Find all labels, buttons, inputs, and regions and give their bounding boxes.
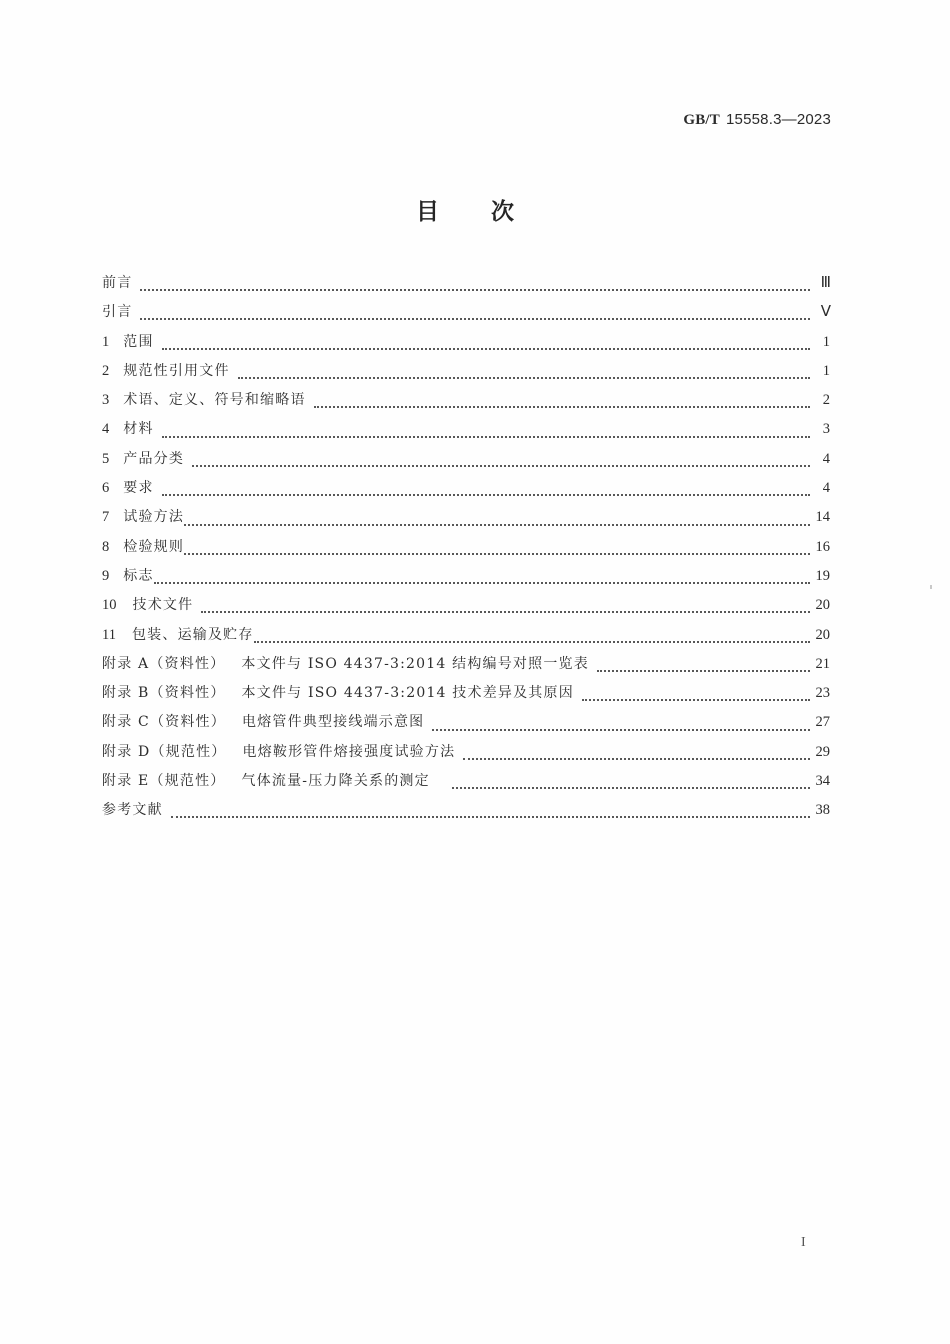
toc-label: 规范性引用文件: [123, 362, 230, 379]
toc-page-number: 1: [822, 333, 830, 350]
dot-leader: [597, 669, 810, 672]
toc-label: 包装、运输及贮存: [131, 626, 254, 643]
toc-page-number: 14: [815, 509, 830, 526]
dot-leader: [463, 757, 809, 760]
toc-section-number: 3: [102, 392, 110, 409]
dot-leader: [184, 552, 809, 555]
scan-edge-mark: [930, 585, 932, 589]
toc-entry-annex-b[interactable]: [102, 682, 830, 711]
toc-section-number: 11: [102, 626, 116, 643]
toc-section-number: 2: [102, 362, 110, 379]
toc-label: 材料: [123, 421, 154, 438]
dot-leader: [201, 610, 809, 613]
annex-prefix: 附录 C（资料性）: [102, 714, 226, 731]
dot-leader: [254, 640, 810, 643]
dot-leader: [184, 523, 809, 526]
toc-entry-10[interactable]: [102, 594, 830, 623]
toc-entry-11[interactable]: [102, 624, 830, 653]
toc-entry-7[interactable]: [102, 506, 830, 535]
toc-label: 标志: [123, 567, 154, 584]
annex-prefix: 附录 B（资料性）: [102, 685, 226, 702]
dot-leader: [238, 376, 810, 379]
standard-prefix: GB/T: [683, 112, 720, 128]
toc-label: 产品分类: [123, 450, 185, 467]
toc-label: 引言: [102, 304, 133, 321]
toc-label: 检验规则: [123, 538, 185, 555]
dot-leader: [582, 698, 810, 701]
title-char-2: 次: [491, 199, 514, 225]
dot-leader: [162, 493, 810, 496]
dot-leader: [314, 405, 810, 408]
toc-entry-4[interactable]: [102, 418, 830, 447]
toc-entry-annex-c[interactable]: [102, 711, 830, 740]
toc-label: 气体流量-压力降关系的测定: [241, 773, 430, 790]
toc-label: 前言: [102, 275, 133, 291]
toc-page-number: 3: [822, 421, 830, 438]
toc-entry-8[interactable]: [102, 536, 830, 565]
annex-prefix: 附录 E（规范性）: [102, 773, 226, 790]
footer-page-number: I: [801, 1235, 806, 1250]
toc-label: 电熔管件典型接线端示意图: [241, 714, 425, 731]
toc-page-number: 4: [822, 480, 830, 497]
toc-entry-foreword[interactable]: [102, 272, 830, 301]
toc-entry-3[interactable]: [102, 389, 830, 418]
dot-leader: [162, 435, 810, 438]
toc-label: 本文件与 ISO 4437-3:2014 技术差异及其原因: [241, 685, 574, 702]
toc-section-number: 6: [102, 480, 110, 497]
dot-leader: [192, 464, 810, 467]
toc-entry-annex-e[interactable]: [102, 770, 830, 799]
annex-prefix: 附录 D（规范性）: [102, 743, 227, 760]
dot-leader: [452, 786, 810, 789]
toc-section-number: 1: [102, 333, 110, 350]
toc-entry-introduction[interactable]: [102, 301, 830, 330]
toc-section-number: 9: [102, 567, 110, 584]
toc-page-number: 21: [815, 655, 830, 672]
toc-page-number: 20: [815, 626, 830, 643]
toc-entry-1[interactable]: [102, 331, 830, 360]
toc-entry-2[interactable]: [102, 360, 830, 389]
toc-section-number: 7: [102, 509, 110, 526]
toc-section-number: 10: [102, 597, 117, 614]
toc-page-number: 27: [815, 714, 830, 731]
toc-entry-annex-a[interactable]: [102, 653, 830, 682]
toc-page-number: 19: [815, 567, 830, 584]
annex-prefix: 附录 A（资料性）: [102, 655, 226, 672]
toc-page-number: 29: [815, 743, 830, 760]
standard-number: 15558.3—2023: [726, 111, 831, 128]
toc-entry-bibliography[interactable]: [102, 799, 830, 828]
toc-page-number: 1: [822, 362, 830, 379]
toc-label: 术语、定义、符号和缩略语: [123, 392, 306, 409]
page-title: [0, 193, 930, 226]
dot-leader: [154, 581, 810, 584]
toc-label: 本文件与 ISO 4437-3:2014 结构编号对照一览表: [241, 655, 589, 672]
toc-page-number: 23: [815, 685, 830, 702]
title-char-1: 目: [416, 199, 439, 225]
toc-entry-annex-d[interactable]: [102, 741, 830, 770]
toc-page-number: 38: [815, 802, 830, 819]
dot-leader: [140, 288, 810, 291]
toc-label: 电熔鞍形管件熔接强度试验方法: [242, 743, 456, 760]
standard-code-header: [683, 111, 831, 129]
toc-page-number: 16: [815, 538, 830, 555]
toc-section-number: 4: [102, 421, 110, 438]
dot-leader: [432, 728, 809, 731]
toc-entry-5[interactable]: [102, 448, 830, 477]
toc-label: 试验方法: [123, 509, 185, 526]
toc-page-number: 34: [815, 773, 830, 790]
dot-leader: [140, 317, 810, 320]
toc-label: 技术文件: [132, 597, 194, 614]
dot-leader: [162, 347, 810, 350]
toc-page-number: Ⅲ: [820, 275, 830, 291]
toc-page-number: 2: [822, 392, 830, 409]
toc-label: 范围: [123, 333, 154, 350]
toc-label: 要求: [123, 480, 154, 497]
table-of-contents: [102, 272, 830, 829]
toc-section-number: 5: [102, 450, 110, 467]
toc-section-number: 8: [102, 538, 110, 555]
toc-label: 参考文献: [102, 802, 163, 819]
toc-entry-9[interactable]: [102, 565, 830, 594]
dot-leader: [171, 815, 810, 818]
toc-page-number: Ⅴ: [820, 304, 830, 321]
toc-entry-6[interactable]: [102, 477, 830, 506]
toc-page-number: 20: [815, 597, 830, 614]
toc-page-number: 4: [822, 450, 830, 467]
